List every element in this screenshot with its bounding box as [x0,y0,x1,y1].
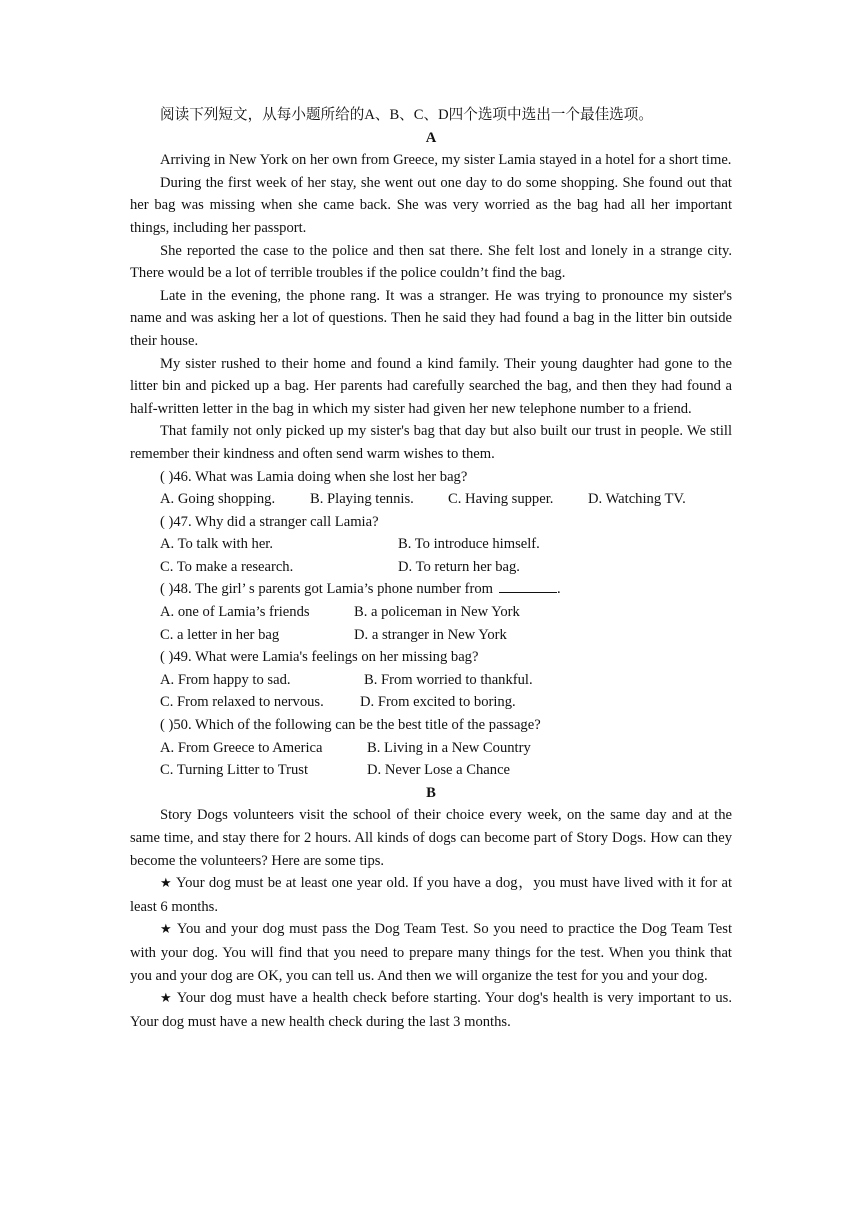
passage-a-paragraph: Late in the evening, the phone rang. It was a stranger. He was trying to pronounce my sister's name and was asking her a lot of questions. Then he said they had found a bag in the litter bin outside their house. [130,287,732,349]
question-46-options [160,488,732,511]
option-d: D. To return her bag. [398,558,520,575]
passage-a-paragraph: During the first week of her stay, she went out one day to do some shopping. She found out that her bag was missing when she came back. She was very worried as the bag had all her important things, including her passport. [130,174,732,236]
page-content [130,104,732,1033]
question-47-options-row1 [160,533,732,556]
star-icon: ★ [160,876,173,892]
stem-end-punctuation: . [557,581,561,598]
option-b: B. To introduce himself. [398,536,540,553]
question-50-stem [160,714,732,737]
question-48-options-row2 [160,624,732,647]
option-d: D. Never Lose a Chance [367,762,511,779]
star-icon: ★ [160,922,173,938]
tip-text: You and your dog must pass the Dog Team Test. So you need to practice the Dog Team Test with your dog. You will find that you need to prepare many things for the test. When you think that you and your dog are OK, you can tell us. And then we will organize the test for you and your dog. [130,921,732,984]
question-47-options-row2 [160,556,732,579]
question-49-options-row2 [160,691,732,714]
option-c: C. Having supper. [448,491,554,508]
passage-b-tip [130,987,732,1033]
question-50-options-row2 [160,759,732,782]
question-stem-text: ( )50. Which of the following can be the best title of the passage? [160,717,541,734]
question-stem-text: ( )48. The girl’ s parents got Lamia’s phone number from [160,581,494,598]
tip-text: Your dog must be at least one year old. If you have a dog，you must have lived with it for at least 6 months. [130,875,733,915]
option-b: B. Living in a New Country [367,739,531,756]
question-stem-text: ( )47. Why did a stranger call Lamia? [160,513,379,530]
instruction-text: 阅读下列短文，从每小题所给的A、B、C、D四个选项中选出一个最佳选项。 [160,107,653,123]
question-48-stem [160,578,732,601]
question-48-options-row1 [160,601,732,624]
question-49-stem [160,646,732,669]
passage-a-paragraph: That family not only picked up my sister's bag that day but also built our trust in people. We still remember their kindness and often send warm wishes to them. [130,423,732,462]
question-49-options-row1 [160,669,732,692]
passage-b-heading: B [426,784,436,801]
question-50-options-row1 [160,737,732,760]
passage-b-tip [130,872,732,918]
question-stem-text: ( )46. What was Lamia doing when she lost her bag? [160,468,468,485]
answer-blank [499,578,557,593]
option-a: A. From happy to sad. [160,671,291,688]
star-icon: ★ [160,991,173,1007]
option-c: C. a letter in her bag [160,626,280,643]
option-d: D. a stranger in New York [354,626,507,643]
option-a: A. Going shopping. [160,491,276,508]
option-d: D. Watching TV. [588,491,686,508]
passage-b-tip [130,918,732,987]
option-c: C. To make a research. [160,558,294,575]
option-d: D. From excited to boring. [360,694,516,711]
question-46-stem [160,466,732,489]
passage-a-heading: A [425,129,437,146]
option-b: B. From worried to thankful. [364,671,533,688]
option-a: A. From Greece to America [160,739,323,756]
passage-a-paragraph: My sister rushed to their home and found a kind family. Their young daughter had gone to the litter bin and picked up a bag. Her parents had carefully searched the bag, and then they had found a half-written letter in the bag in which my sister had given her new telephone number to a friend. [130,355,732,417]
option-a: A. one of Lamia’s friends [160,604,310,621]
question-stem-text: ( )49. What were Lamia's feelings on her missing bag? [160,649,479,666]
passage-b-intro: Story Dogs volunteers visit the school of their choice every week, on the same day and at the same time, and stay there for 2 hours. All kinds of dogs can become part of Story Dogs. How can they become the volunteers? Here are some tips. [130,807,732,869]
option-b: B. a policeman in New York [354,604,520,621]
passage-a-paragraph: She reported the case to the police and then sat there. She felt lost and lonely in a strange city. There would be a lot of terrible troubles if the police couldn’t find the bag. [130,242,732,282]
option-b: B. Playing tennis. [310,491,414,508]
option-c: C. From relaxed to nervous. [160,694,324,711]
passage-a-paragraph: Arriving in New York on her own from Greece, my sister Lamia stayed in a hotel for a short time. [160,152,732,169]
question-47-stem [160,511,732,534]
option-c: C. Turning Litter to Trust [160,762,309,779]
tip-text: Your dog must have a health check before starting. Your dog's health is very important to us. Your dog must have a new health check during the last 3 months. [130,990,732,1030]
option-a: A. To talk with her. [160,536,274,553]
